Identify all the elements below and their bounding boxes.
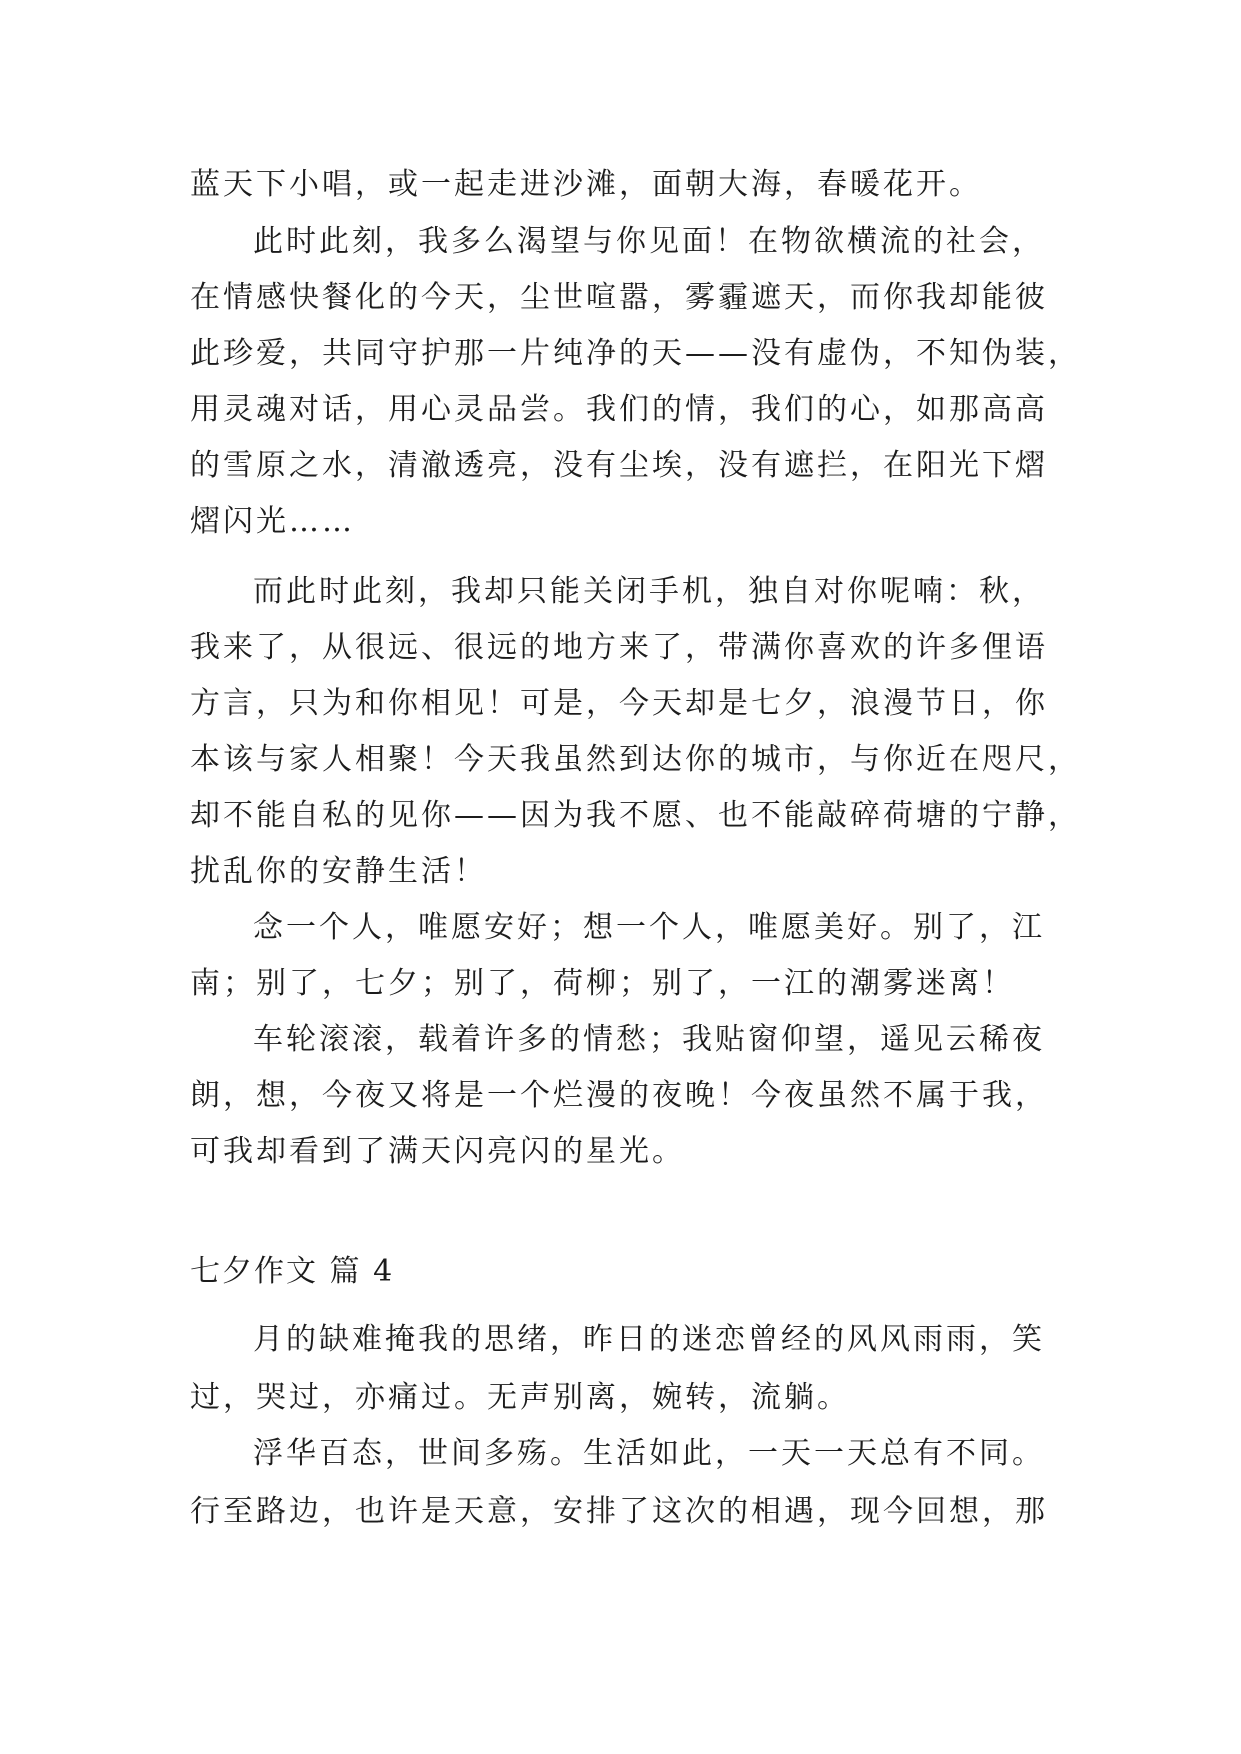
text-line: 此时此刻，我多么渴望与你见面！在物欲横流的社会， [253, 224, 1045, 259]
text-line: 朗，想，今夜又将是一个烂漫的夜晚！今夜虽然不属于我， [190, 1078, 1048, 1113]
text-line: 用灵魂对话，用心灵品尝。我们的情，我们的心，如那高高 [190, 392, 1048, 427]
text-line: 我来了，从很远、很远的地方来了，带满你喜欢的许多俚语 [190, 630, 1048, 665]
text-line: 在情感快餐化的今天，尘世喧嚣，雾霾遮天，而你我却能彼 [190, 280, 1048, 315]
text-line: 的雪原之水，清澈透亮，没有尘埃，没有遮拦，在阳光下熠 [190, 448, 1048, 483]
text-line: 本该与家人相聚！今天我虽然到达你的城市，与你近在咫尺， [190, 742, 1081, 777]
text-line: 月的缺难掩我的思绪，昨日的迷恋曾经的风风雨雨，笑 [253, 1322, 1045, 1357]
text-line: 熠闪光…… [190, 504, 355, 539]
text-line: 方言，只为和你相见！可是，今天却是七夕，浪漫节日，你 [190, 686, 1048, 721]
text-line: 行至路边，也许是天意，安排了这次的相遇，现今回想，那 [190, 1494, 1048, 1529]
text-line: 浮华百态，世间多殇。生活如此，一天一天总有不同。 [253, 1436, 1045, 1471]
text-line: 念一个人，唯愿安好；想一个人，唯愿美好。别了，江 [253, 910, 1045, 945]
text-line: 扰乱你的安静生活！ [190, 854, 487, 889]
text-line: 车轮滚滚，载着许多的情愁；我贴窗仰望，遥见云稀夜 [253, 1022, 1045, 1057]
text-line: 可我却看到了满天闪亮闪的星光。 [190, 1134, 685, 1169]
section-heading: 七夕作文 篇 4 [190, 1254, 395, 1289]
text-line: 此珍爱，共同守护那一片纯净的天——没有虚伪，不知伪装， [190, 336, 1081, 371]
text-line: 却不能自私的见你——因为我不愿、也不能敲碎荷塘的宁静， [190, 798, 1081, 833]
text-line: 过，哭过，亦痛过。无声别离，婉转，流躺。 [190, 1380, 850, 1415]
text-line: 南；别了，七夕；别了，荷柳；别了，一江的潮雾迷离！ [190, 966, 1015, 1001]
text-line: 蓝天下小唱，或一起走进沙滩，面朝大海，春暖花开。 [190, 167, 982, 202]
text-line: 而此时此刻，我却只能关闭手机，独自对你呢喃：秋， [253, 574, 1045, 609]
